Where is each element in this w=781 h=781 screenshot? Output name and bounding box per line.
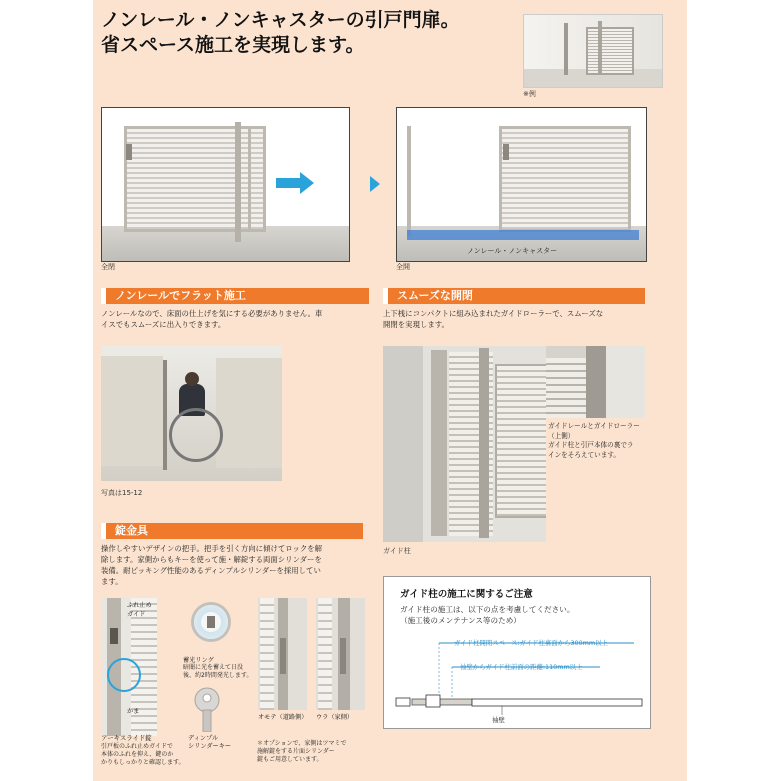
headline [101, 8, 501, 58]
section-lock-text-line: 除します。家側からもキーを使って施・解錠する両面シリンダーを [101, 555, 322, 564]
section-lock-text-line: ます。 [101, 577, 123, 586]
back-label: ウラ（家側） [316, 714, 354, 721]
guide-post-caption: ガイド柱 [383, 547, 411, 555]
guide-roller-caption-line: （上側） [548, 431, 575, 440]
section-smooth-text-line: 開閉を実現します。 [383, 320, 449, 329]
guide-roller-caption-line: インをそろえています。 [548, 450, 621, 459]
open-gate-photo [396, 107, 647, 262]
notice-box [383, 576, 651, 729]
section-flat-text [101, 308, 363, 330]
non-rail-label: ノンレール・ノンキャスター [467, 247, 558, 255]
arrow-right-icon [276, 172, 316, 194]
notice-title: ガイド柱の施工に関するご注意 [400, 589, 533, 600]
option-note: ＊オプションで、家側はツマミで 施解錠をする片面シリンダー 錠もご用意しています。 [257, 740, 347, 764]
top-photo-caption: ※例 [523, 90, 536, 98]
open-caption: 全開 [396, 263, 410, 271]
section-flat-text-line: ノンレールなので、床面の仕上げを気にする必要がありません。車 [101, 309, 323, 318]
closed-caption: 全閉 [101, 263, 115, 271]
front-label: オモテ（道路側） [258, 714, 308, 721]
handle-front-photo [258, 598, 307, 710]
notice-line: ガイド柱の施工は、以下の点を考慮してください。 [400, 605, 575, 614]
luminous-ring-photo [183, 600, 237, 650]
play-triangle-icon [370, 176, 382, 192]
ring-desc: 暗闇に光を蓄えて日没 後、約2時間発光します。 [183, 664, 253, 679]
dimension-1: ガイド柱開閉スペース:ガイド柱裏面から300mm以上 [454, 639, 608, 647]
wheelchair-caption: 写真は15-12 [101, 489, 143, 497]
section-lock-heading: 錠金具 [101, 523, 363, 539]
dimple-label: ディンプル シリンダーキー [188, 735, 232, 751]
notice-line: （施工後のメンテナンス等のため） [400, 616, 521, 625]
guide-roller-caption-line: ガイド柱と引戸本体の裏でラ [548, 441, 634, 449]
guide-post-photo [383, 346, 546, 542]
arch-slide-desc: 引戸板のふれ止めガイドで 本体のふれを抑え、鍵のか かりもしっかりと確認します。 [101, 743, 185, 767]
dimple-key-icon [188, 686, 226, 732]
guide-stopper-label: ふれ止め ガイド [127, 602, 152, 618]
section-smooth-heading: スムーズな開閉 [383, 288, 645, 304]
arch-slide-label: アーキスライド錠 [101, 734, 152, 742]
wheelchair-photo [101, 346, 282, 481]
headline-line-2: 省スペース施工を実現します。 [101, 34, 365, 56]
dimension-2: 袖壁からガイド柱前面の距離:110mm以上 [460, 663, 583, 671]
top-gate-photo [523, 14, 663, 88]
section-lock-text-line: 操作しやすいデザインの把手。把手を引く方向に傾けてロックを解 [101, 544, 323, 553]
section-lock-text [101, 543, 369, 587]
section-smooth-text [383, 308, 645, 330]
section-flat-heading: ノンレールでフラット施工 [101, 288, 369, 304]
section-smooth-text-line: 上下桟にコンパクトに組み込まれたガイドローラーで、スムーズな [383, 309, 604, 318]
guide-roller-photo [546, 346, 645, 418]
guide-roller-caption [548, 422, 640, 460]
headline-line-1: ノンレール・ノンキャスターの引戸門扉。 [101, 9, 460, 31]
section-lock-text-line: 装備。耐ピッキング性能のあるディンプルシリンダーを採用してい [101, 566, 321, 575]
section-flat-text-line: イスでもスムーズに出入りできます。 [101, 320, 226, 329]
guide-post-diagram [392, 637, 646, 723]
ring-label: 蓄光リング [183, 657, 214, 664]
guide-roller-caption-line: ガイドレールとガイドローラー [548, 422, 640, 430]
latch-label: かま [127, 708, 140, 715]
handle-back-photo [316, 598, 365, 710]
wall-label: 袖壁 [492, 716, 505, 724]
